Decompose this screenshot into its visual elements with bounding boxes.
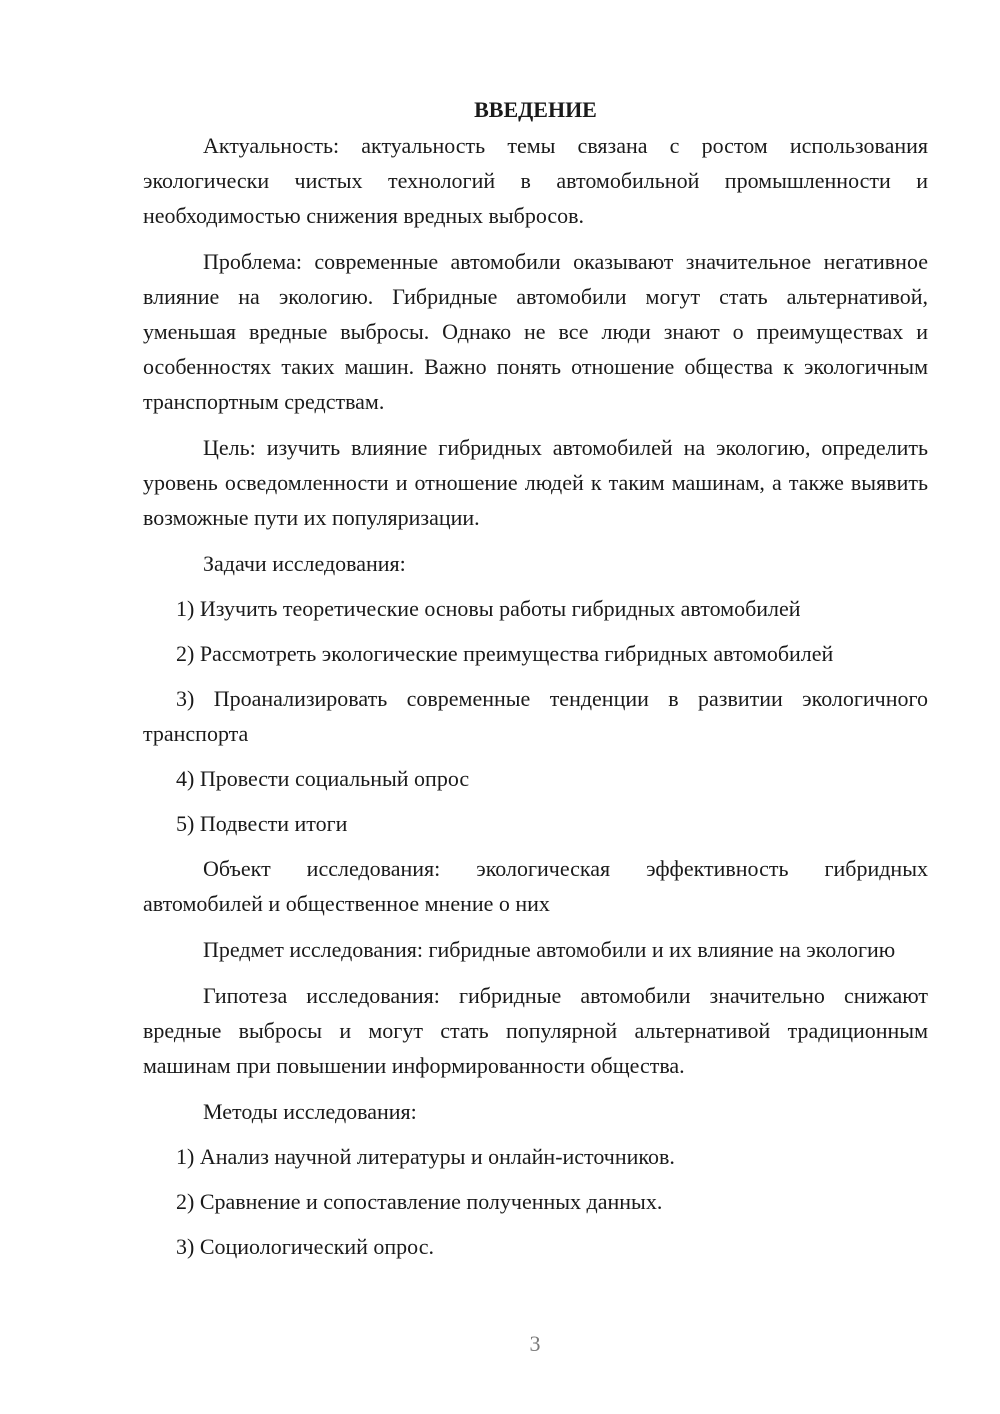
page-number: 3 [529, 1331, 541, 1356]
task-item: 5) Подвести итоги [176, 811, 348, 836]
task-item: 3) Проанализировать современные тенденции в развитии экологичного транспорта [143, 686, 928, 746]
section-title: ВВЕДЕНИЕ [474, 97, 597, 122]
goal-paragraph: Цель: изучить влияние гибридных автомобилей на экологию, определить уровень осведомленности и отношение людей к таким машинам, а также выявить возможные пути их популяризации. [143, 435, 928, 530]
problem-paragraph: Проблема: современные автомобили оказывают значительное негативное влияние на экологию. Гибридные автомобили могут стать альтернативой, уменьшая вредные выбросы. Однако не все люди знают о преимуществах и особенностях таких машин. Важно понять отношение общества к экологичным транспортным средствам. [143, 249, 928, 414]
method-item: 2) Сравнение и сопоставление полученных данных. [176, 1189, 663, 1214]
task-item: 2) Рассмотреть экологические преимущества гибридных автомобилей [176, 641, 834, 666]
method-item: 1) Анализ научной литературы и онлайн-источников. [176, 1144, 675, 1169]
hypothesis-paragraph: Гипотеза исследования: гибридные автомобили значительно снижают вредные выбросы и могут стать популярной альтернативой традиционным машинам при повышении информированности общества. [143, 983, 928, 1078]
method-item: 3) Социологический опрос. [176, 1234, 434, 1259]
task-item: 1) Изучить теоретические основы работы гибридных автомобилей [176, 596, 801, 621]
tasks-label: Задачи исследования: [203, 551, 406, 576]
document-page [143, 92, 928, 1274]
relevance-paragraph: Актуальность: актуальность темы связана с ростом использования экологически чистых технологий в автомобильной промышленности и необходимостью снижения вредных выбросов. [143, 133, 928, 228]
methods-label: Методы исследования: [203, 1099, 417, 1124]
object-paragraph: Объект исследования: экологическая эффективность гибридных автомобилей и общественное мнение о них [143, 856, 928, 916]
task-item: 4) Провести социальный опрос [176, 766, 470, 791]
subject-paragraph: Предмет исследования: гибридные автомобили и их влияние на экологию [203, 937, 896, 962]
